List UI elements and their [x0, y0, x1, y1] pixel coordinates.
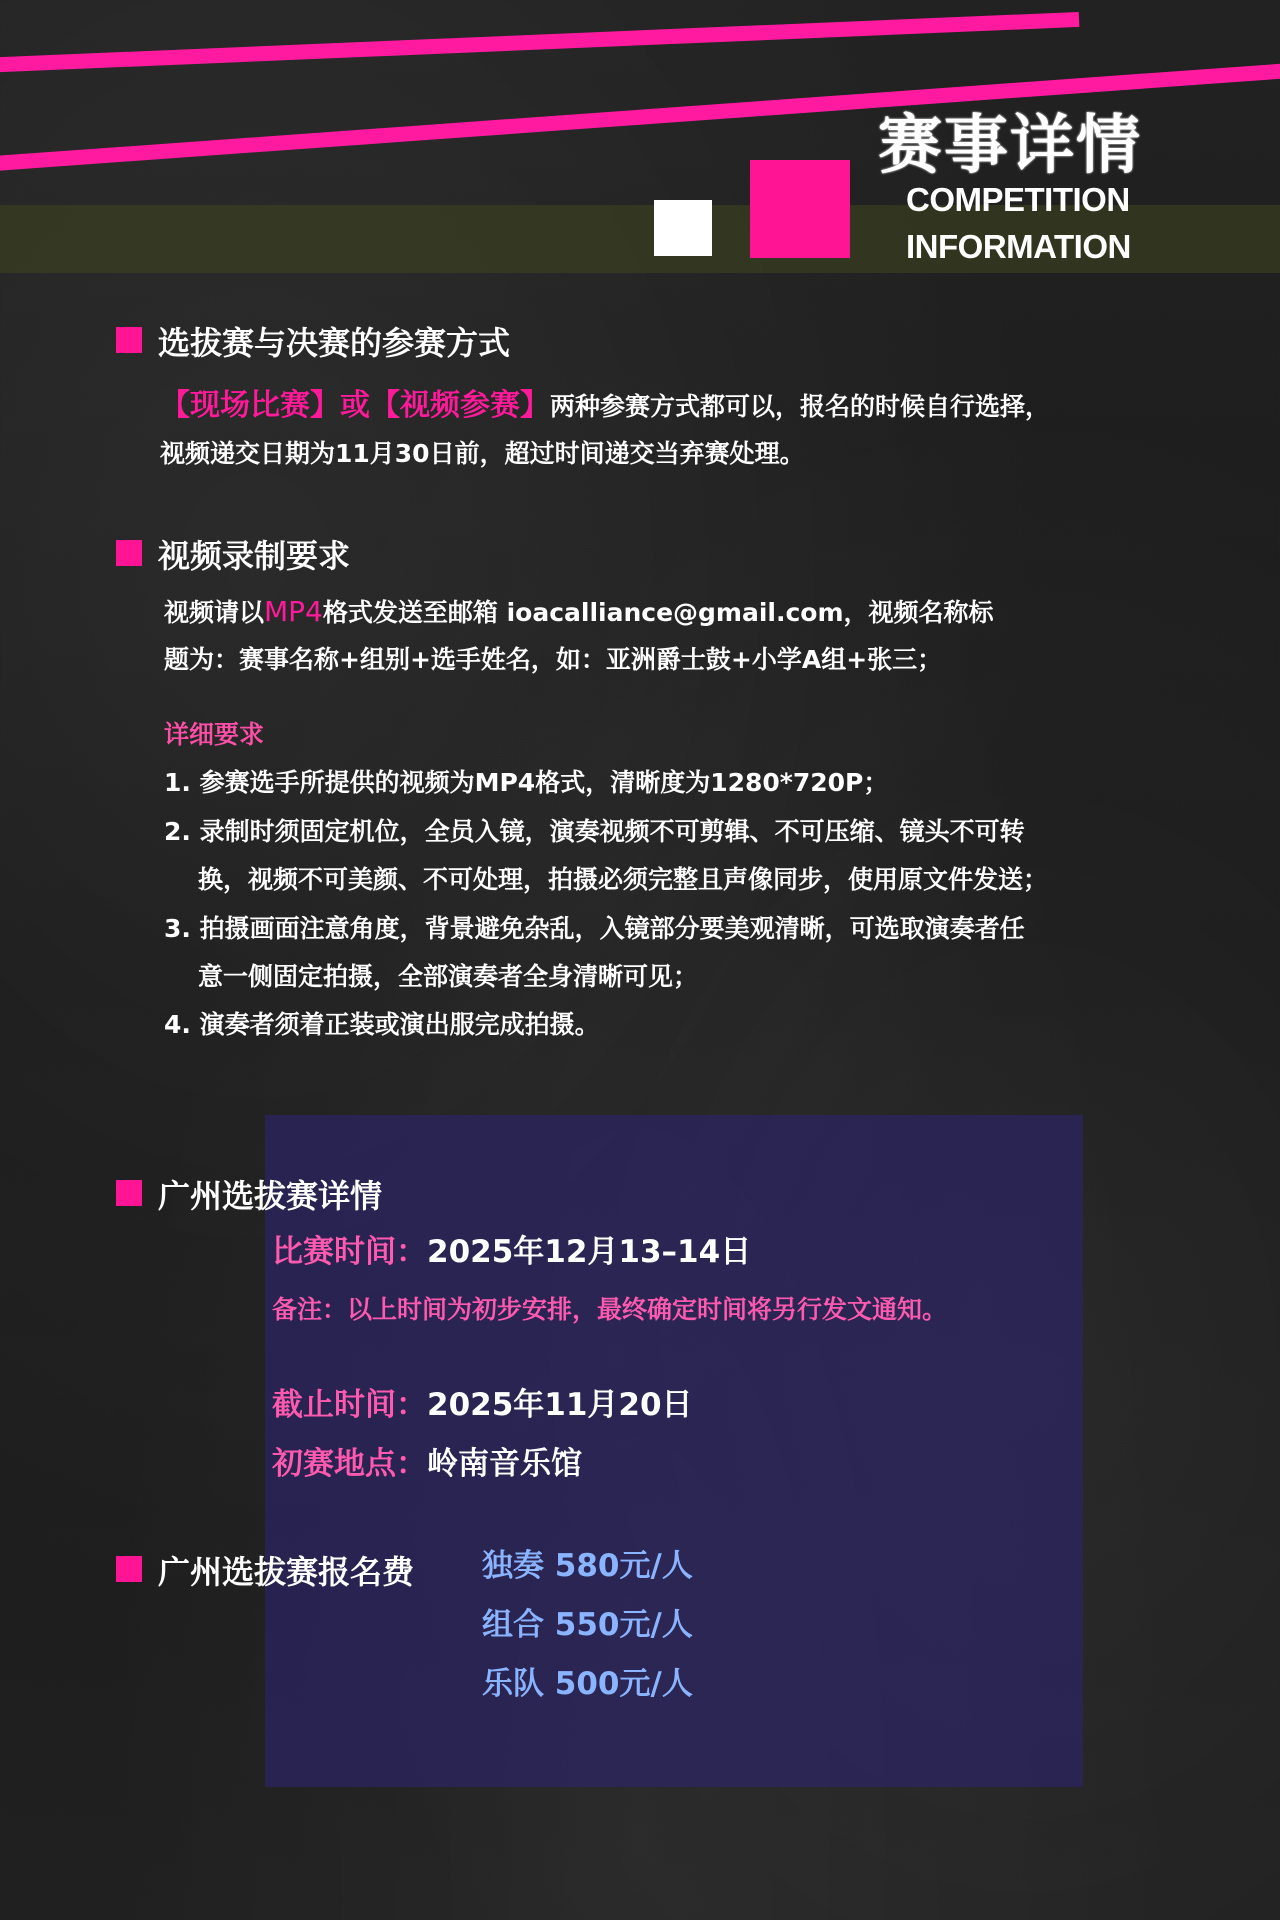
section2-heading: 视频录制要求 [158, 537, 351, 575]
subtitle-line-2: INFORMATION [906, 228, 1131, 265]
fee-price: 550元/人 [554, 1607, 693, 1643]
section-bullet-icon [116, 540, 142, 566]
section2-line2: 题为：赛事名称+组别+选手姓名，如：亚洲爵士鼓+小学A组+张三； [164, 645, 943, 674]
page-title: 赛事详情 [878, 109, 1142, 183]
section-bullet-icon [116, 1556, 142, 1582]
list-item: 1. 参赛选手所提供的视频为MP4格式，清晰度为1280*720P； [164, 768, 889, 797]
list-item [482, 1542, 693, 1590]
section1-heading: 选拔赛与决赛的参赛方式 [158, 324, 511, 362]
list-item: 意一侧固定拍摄，全部演奏者全身清晰可见； [198, 962, 699, 991]
section1-line2: 视频递交日期为11月30日前，超过时间递交当弃赛处理。 [160, 439, 805, 468]
list-item [482, 1660, 693, 1708]
mp4-highlight: MP4 [264, 595, 323, 628]
section1-line1 [160, 382, 1050, 431]
fee-type: 乐队 [482, 1666, 544, 1702]
fee-price: 580元/人 [554, 1548, 693, 1584]
deadline-value: 2025年11月20日 [427, 1387, 693, 1423]
section2-line1-pre: 视频请以 [164, 598, 265, 627]
deadline [272, 1381, 693, 1429]
option-live: 【现场比赛】 [160, 388, 340, 423]
list-item: 换，视频不可美颜、不可处理，拍摄必须完整且声像同步，使用原文件发送； [198, 865, 1049, 894]
list-item: 4. 演奏者须着正装或演出服完成拍摄。 [164, 1010, 600, 1039]
section-bullet-icon [116, 327, 142, 353]
white-square-decoration [654, 200, 712, 256]
subtitle-line-1: COMPETITION [906, 181, 1130, 218]
fee-type: 独奏 [482, 1548, 544, 1584]
match-time-label: 比赛时间： [272, 1234, 427, 1270]
schedule-note: 备注：以上时间为初步安排，最终确定时间将另行发文通知。 [272, 1295, 948, 1324]
fee-price: 500元/人 [554, 1666, 693, 1702]
section2-line1-post: 格式发送至邮箱 ioacalliance@gmail.com，视频名称标 [322, 598, 994, 627]
section1-line1-rest: 两种参赛方式都可以，报名的时候自行选择， [550, 392, 1051, 421]
fee-type: 组合 [482, 1607, 544, 1643]
detail-requirements-label: 详细要求 [164, 720, 265, 749]
section2-line1 [164, 588, 994, 637]
venue [272, 1440, 582, 1488]
venue-label: 初赛地点： [272, 1446, 427, 1482]
list-item: 2. 录制时须固定机位，全员入镜，演奏视频不可剪辑、不可压缩、镜头不可转 [164, 817, 1025, 846]
option-video: 【视频参赛】 [370, 388, 550, 423]
section-bullet-icon [116, 1180, 142, 1206]
list-item: 3. 拍摄画面注意角度，背景避免杂乱，入镜部分要美观清晰，可选取演奏者任 [164, 914, 1025, 943]
option-or: 或 [340, 388, 370, 423]
pink-stripe-top [0, 12, 1079, 73]
match-time-value: 2025年12月13–14日 [427, 1234, 752, 1270]
match-time [272, 1228, 751, 1276]
venue-value: 岭南音乐馆 [427, 1446, 582, 1482]
list-item [482, 1601, 693, 1649]
page-subtitle [906, 176, 1131, 270]
section3-heading: 广州选拔赛详情 [158, 1177, 383, 1215]
pink-square-decoration [750, 160, 850, 258]
section4-heading: 广州选拔赛报名费 [158, 1553, 415, 1591]
deadline-label: 截止时间： [272, 1387, 427, 1423]
